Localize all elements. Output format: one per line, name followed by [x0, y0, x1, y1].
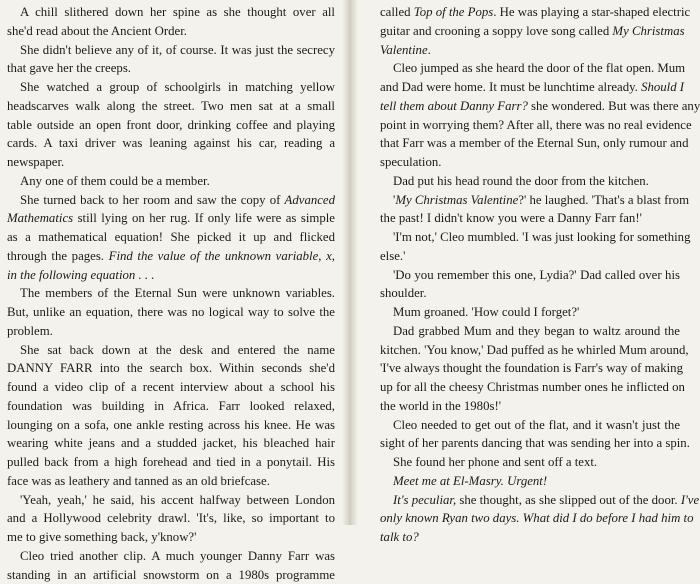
right-page-line: She found her phone and sent off a text.: [380, 453, 680, 472]
right-page-line: called Top of the Pops. He was playing a star-shaped electric: [380, 3, 680, 22]
left-page-line: and a Hollywood celebrity drawl. 'It's, like, so important to: [7, 509, 335, 528]
right-page-line: 'I'm not,' Cleo mumbled. 'I was just looking for something: [380, 228, 680, 247]
right-page: [380, 3, 680, 547]
left-page-line: problem.: [7, 322, 335, 341]
right-page-line: Valentine.: [380, 41, 680, 60]
right-page-line: Dad grabbed Mum and they began to waltz around the: [380, 322, 680, 341]
right-page-line: talk to?: [380, 528, 680, 547]
left-page-line: Any one of them could be a member.: [7, 172, 335, 191]
right-page-line: and Dad were home. It must be lunchtime already. Should I: [380, 78, 680, 97]
left-page-line: But, unlike an equation, there was no logical way to solve the: [7, 303, 335, 322]
right-page-line: Dad put his head round the door from the kitchen.: [380, 172, 680, 191]
left-page-line: cards. A taxi driver was leaning against his car, reading a: [7, 134, 335, 153]
right-page-line: point in worrying them? After all, there was no real evidence: [380, 116, 680, 135]
right-page-line: that Farr was a member of the Eternal Sun, only rumour and: [380, 134, 680, 153]
left-page-line: pulled back from a high forehead and tied in a ponytail. His: [7, 453, 335, 472]
left-page-line: found a video clip of a recent interview about a school his: [7, 378, 335, 397]
left-page-line: lounging on a sofa, one ankle resting across his knee. He was: [7, 416, 335, 435]
right-page-line: the past! I didn't know you were a Danny Farr fan!': [380, 209, 680, 228]
right-page-line: 'I've always thought the foundation is Farr's way of making: [380, 359, 680, 378]
left-page-line: table outside an open front door, drinking coffee and playing: [7, 116, 335, 135]
left-page-line: wearing white jeans and a studded jacket, his bleached hair: [7, 434, 335, 453]
left-page-line: She sat back down at the desk and entered the name: [7, 341, 335, 360]
left-page-line: through the pages. Find the value of the unknown variable, x,: [7, 247, 335, 266]
left-page-line: Cleo tried another clip. A much younger Danny Farr was: [7, 547, 335, 566]
left-page-line: that gave her the creeps.: [7, 59, 335, 78]
left-page-line: me to give something back, y'know?': [7, 528, 335, 547]
book-gutter: [342, 0, 358, 525]
right-page-line: speculation.: [380, 153, 680, 172]
right-page-line: else.': [380, 247, 680, 266]
right-page-line: the world in the 1980s!': [380, 397, 680, 416]
left-page-line: newspaper.: [7, 153, 335, 172]
left-page-line: She turned back to her room and saw the copy of Advanced: [7, 191, 335, 210]
left-page: [7, 3, 335, 584]
right-page-line: only known Ryan two days. What did I do before I had him to: [380, 509, 680, 528]
left-page-line: face was as leathery and tanned as an old briefcase.: [7, 472, 335, 491]
left-page-line: she'd read about the Ancient Order.: [7, 22, 335, 41]
left-page-line: in the following equation . . .: [7, 266, 335, 285]
right-page-line: tell them about Danny Farr? she wondered. But was there any: [380, 97, 680, 116]
left-page-line: She watched a group of schoolgirls in matching yellow: [7, 78, 335, 97]
left-page-line: as a mathematical equation! She picked it up and flicked: [7, 228, 335, 247]
right-page-line: up for all the cheesy Christmas number ones he inflicted on: [380, 378, 680, 397]
right-page-line: sight of her parents dancing that was sending her into a spin.: [380, 434, 680, 453]
left-page-line: Mathematics still lying on her rug. If only life were as simple: [7, 209, 335, 228]
right-page-line: 'Do you remember this one, Lydia?' Dad called over his: [380, 266, 680, 285]
left-page-line: foundation was building in Africa. Farr looked relaxed,: [7, 397, 335, 416]
left-page-line: The members of the Eternal Sun were unknown variables.: [7, 284, 335, 303]
left-page-line: A chill slithered down her spine as she thought over all: [7, 3, 335, 22]
right-page-line: Mum groaned. 'How could I forget?': [380, 303, 680, 322]
right-page-line: guitar and crooning a soppy love song called My Christmas: [380, 22, 680, 41]
right-page-line: 'My Christmas Valentine?' he laughed. 'That's a blast from: [380, 191, 680, 210]
left-page-line: standing in an artificial snowstorm on a 1980s programme: [7, 566, 335, 584]
left-page-line: She didn't believe any of it, of course. It was just the secrecy: [7, 41, 335, 60]
right-page-line: Cleo jumped as she heard the door of the flat open. Mum: [380, 59, 680, 78]
right-page-line: It's peculiar, she thought, as she slipped out of the door. I've: [380, 491, 680, 510]
right-page-line: shoulder.: [380, 284, 680, 303]
right-page-line: Cleo needed to get out of the flat, and it wasn't just the: [380, 416, 680, 435]
left-page-line: DANNY FARR into the search box. Within seconds she'd: [7, 359, 335, 378]
left-page-line: headscarves walk along the street. Two men sat at a small: [7, 97, 335, 116]
right-page-line: kitchen. 'You know,' Dad puffed as he whirled Mum around,: [380, 341, 680, 360]
right-page-line: Meet me at El-Masry. Urgent!: [380, 472, 680, 491]
left-page-line: 'Yeah, yeah,' he said, his accent halfway between London: [7, 491, 335, 510]
